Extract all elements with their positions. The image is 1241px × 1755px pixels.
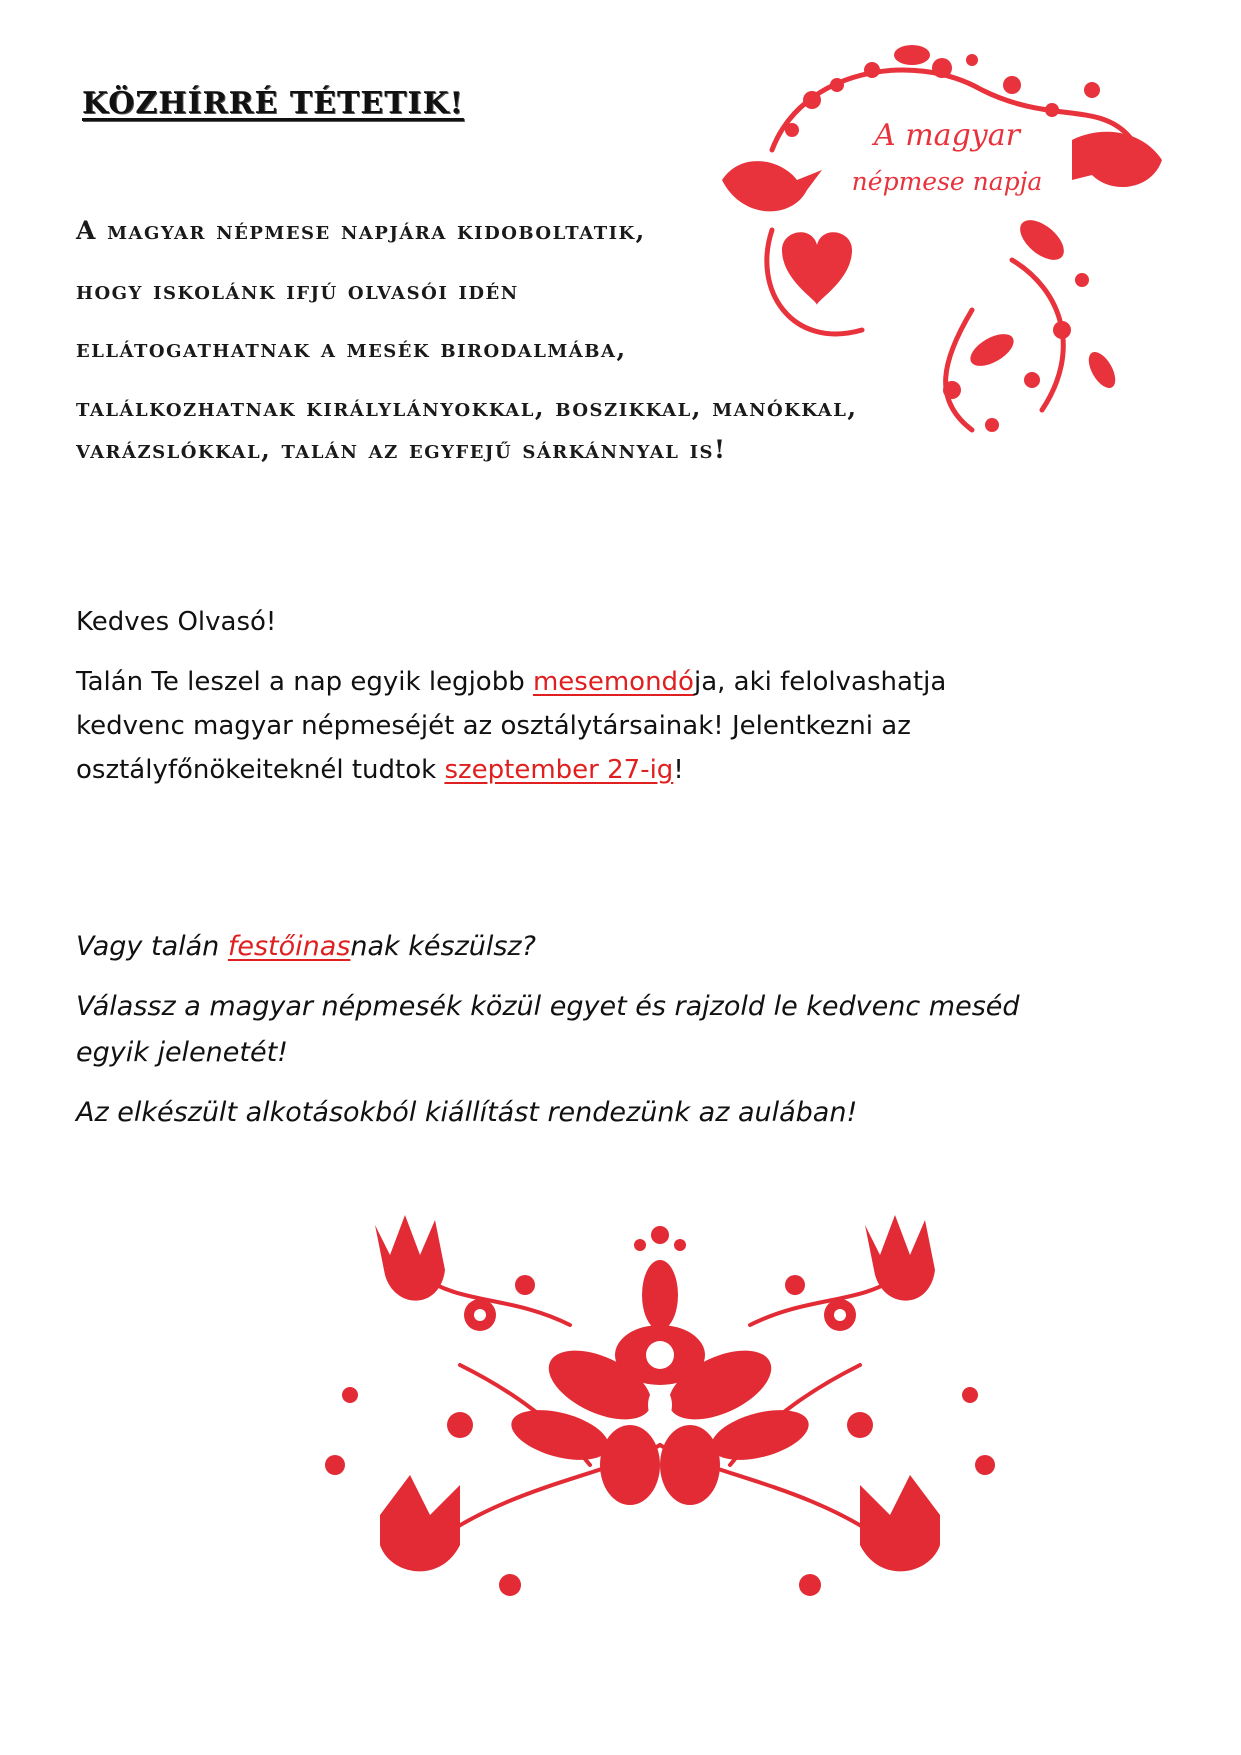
painter-line-3: Az elkészült alkotásokból kiállítást rendezünk az aulában! (76, 1097, 858, 1128)
painter-question (76, 924, 536, 969)
painter-line-2: egyik jelenetét! (76, 1037, 289, 1068)
reader-paragraph-line-2: kedvenc magyar népmeséjét az osztálytársainak! Jelentkezni az (76, 711, 911, 741)
storyteller-highlight: mesemondó (532, 667, 694, 697)
folk-wreath-illustration (712, 30, 1172, 450)
painter-line-1: Válassz a magyar népmesék közül egyet és rajzold le kedvenc meséd (76, 991, 1020, 1022)
decree-line-5: varázslókkal, talán az egyfejű sárkánnyal is! (76, 435, 727, 464)
painter-text: nak készülsz? (350, 931, 536, 962)
decree-line-3: ellátogathatnak a mesék birodalmába, (76, 334, 627, 363)
painter-text: Vagy talán (76, 931, 228, 962)
painter-highlight: festőinas (227, 931, 351, 962)
greeting: Kedves Olvasó! (76, 607, 277, 637)
reader-text: ! (673, 755, 684, 785)
page-title: KÖZHÍRRÉ TÉTETIK! (82, 86, 464, 121)
decree-line-1: A magyar népmese napjára kidoboltatik, (76, 216, 646, 245)
reader-text: ja, aki felolvashatja (693, 667, 947, 697)
deadline-highlight: szeptember 27-ig (444, 755, 674, 785)
badge-line-2: népmese napja (851, 167, 1043, 196)
decree-line-4: találkozhatnak királylányokkal, boszikkal, manókkal, (76, 393, 858, 422)
decree-line-2: hogy iskolánk ifjú olvasói idén (76, 276, 519, 305)
folk-flower-ornament (310, 1215, 1010, 1625)
reader-paragraph-line-3 (76, 748, 684, 792)
reader-text: Talán Te leszel a nap egyik legjobb (76, 667, 533, 697)
reader-text: osztályfőnökeiteknél tudtok (76, 755, 445, 785)
reader-paragraph-line-1 (76, 660, 946, 704)
badge-line-1: A magyar (874, 118, 1020, 153)
